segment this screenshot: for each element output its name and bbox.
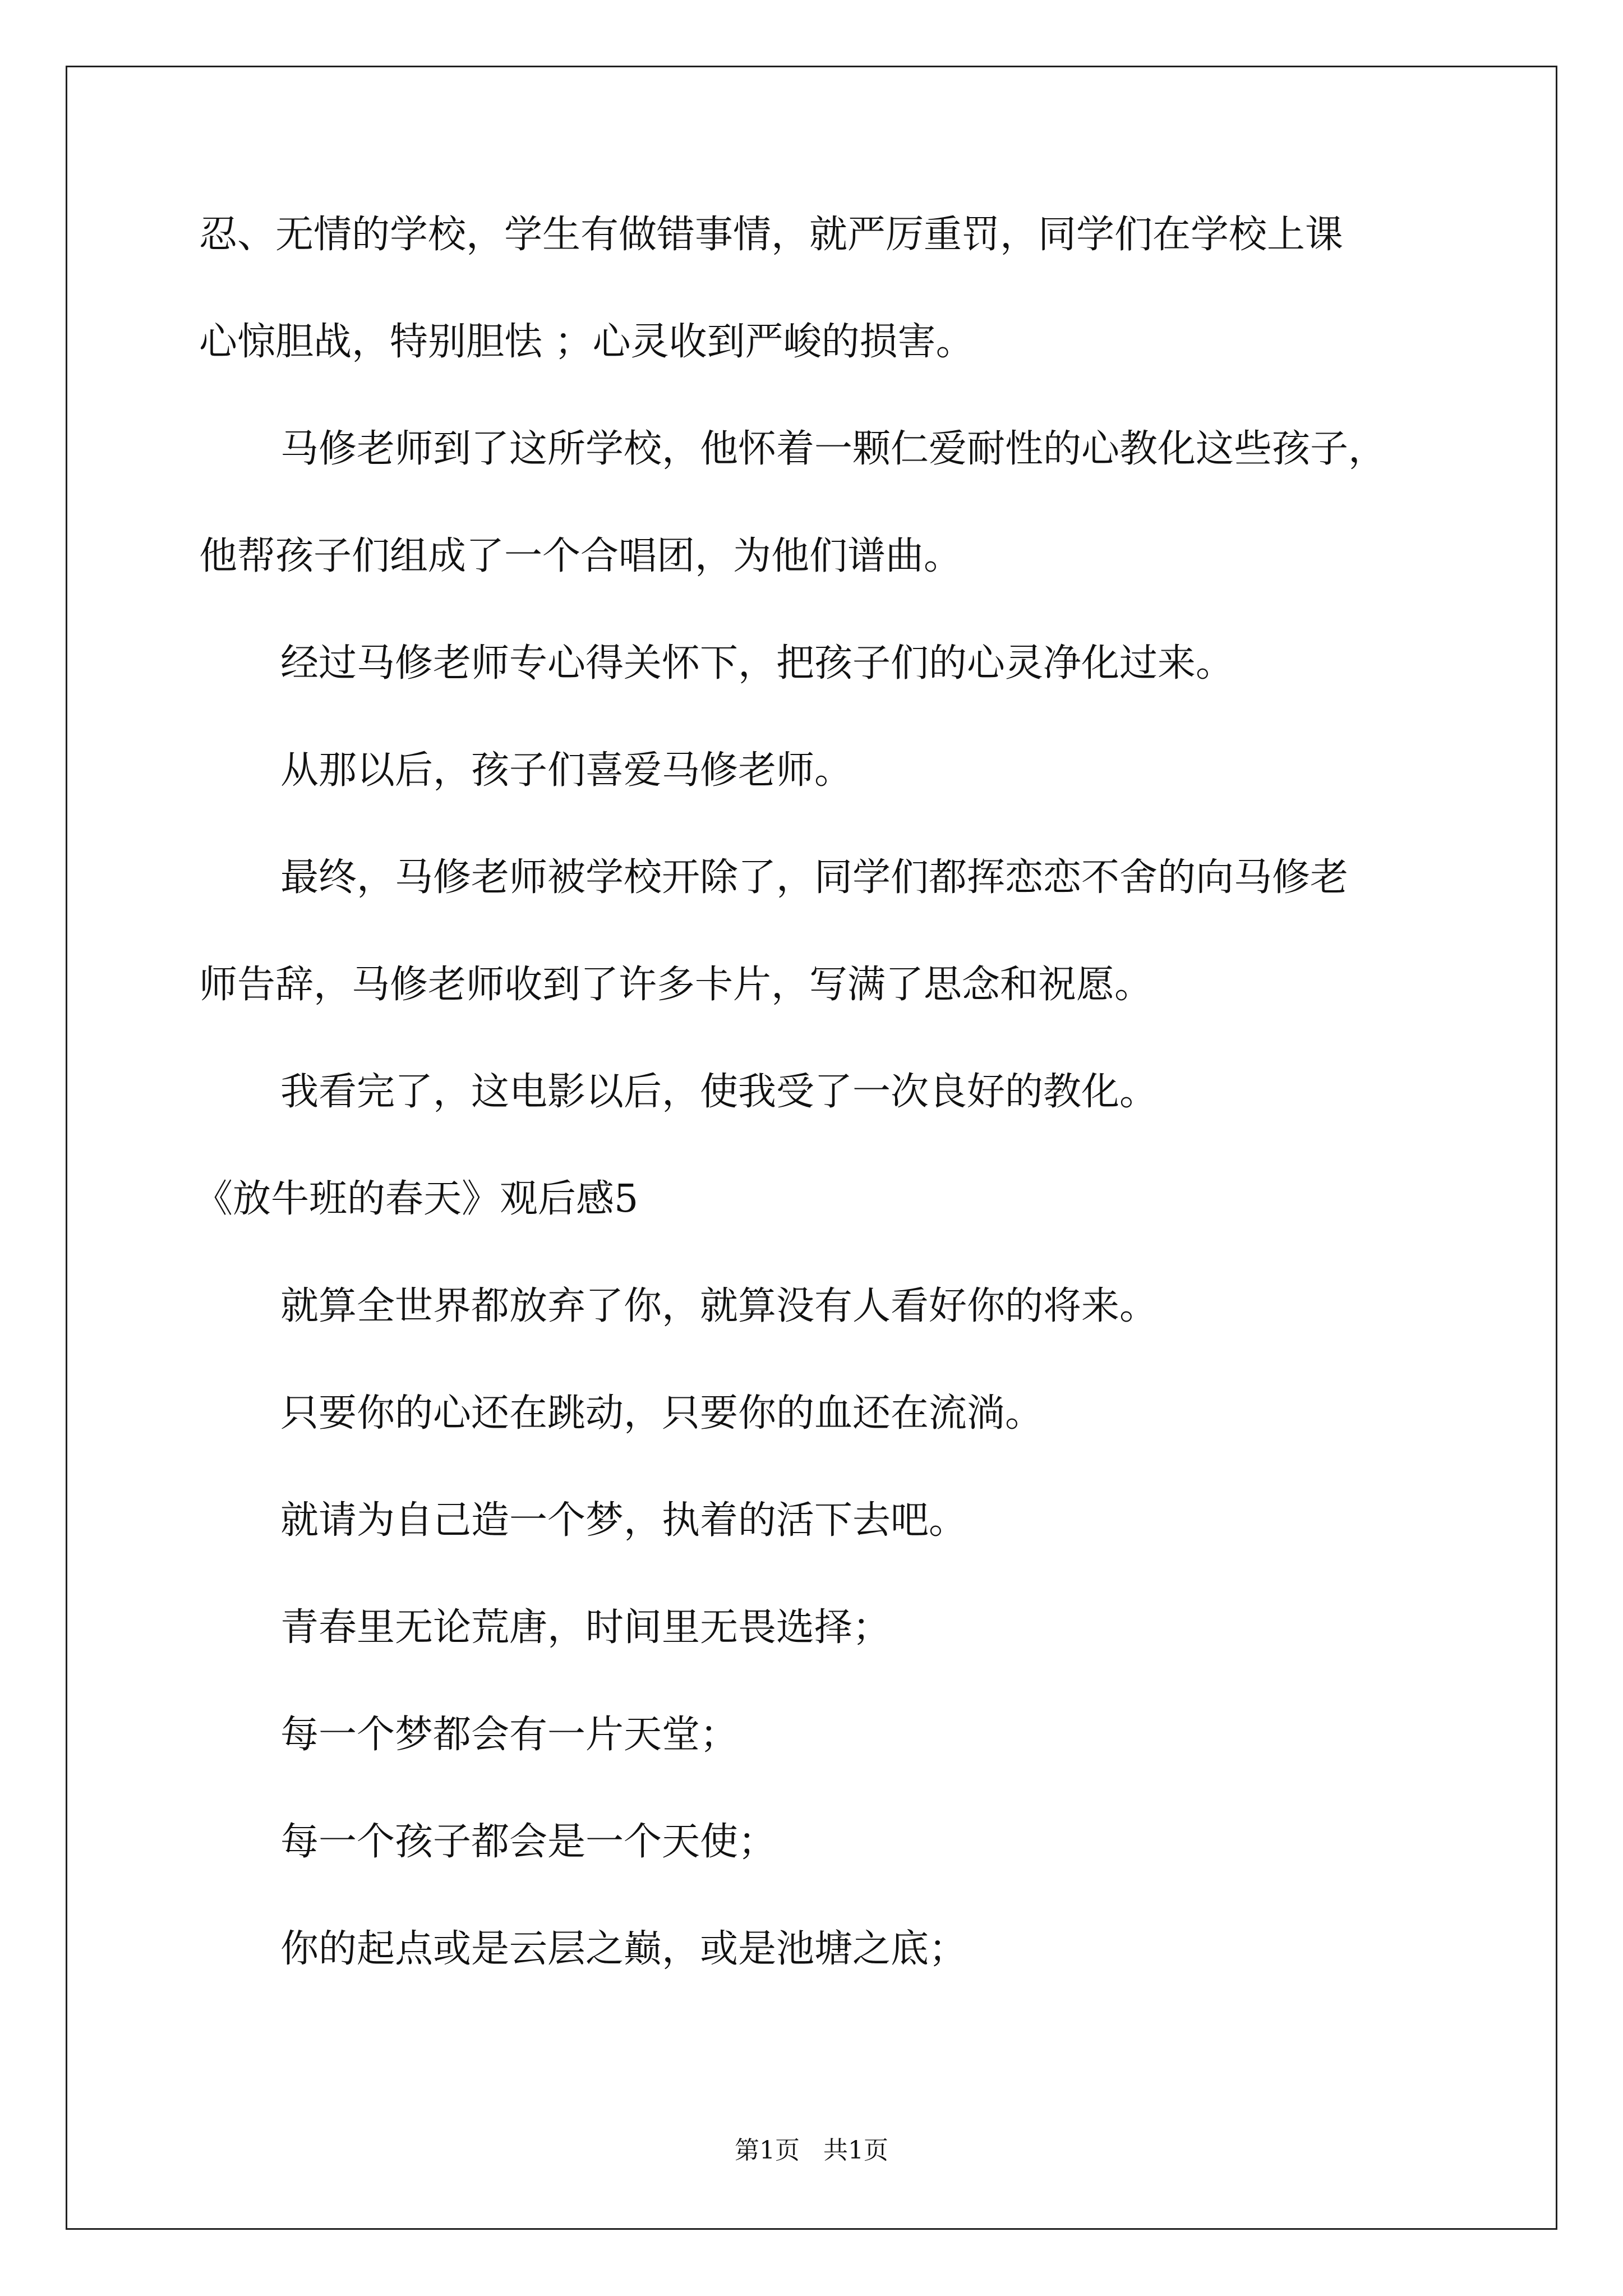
paragraph-line: 师告辞，马修老师收到了许多卡片，写满了思念和祝愿。 <box>199 963 1153 1007</box>
paragraph-line: 他帮孩子们组成了一个合唱团，为他们谱曲。 <box>199 534 962 578</box>
paragraph-line: 马修老师到了这所学校，他怀着一颗仁爱耐性的心教化这些孩子， <box>280 427 1387 471</box>
paragraph-line: 经过马修老师专心得关怀下，把孩子们的心灵净化过来。 <box>280 641 1234 685</box>
paragraph-line: 忍、无情的学校，学生有做错事情，就严厉重罚，同学们在学校上课 <box>199 213 1344 257</box>
paragraph-line: 就请为自己造一个梦，执着的活下去吧。 <box>280 1498 967 1543</box>
paragraph-line: 你的起点或是云层之巅，或是池塘之底； <box>280 1927 967 1971</box>
document-body <box>195 213 1467 2037</box>
paragraph-line: 每一个梦都会有一片天堂； <box>280 1713 739 1757</box>
paragraph-line: 从那以后，孩子们喜爱马修老师。 <box>280 748 853 793</box>
paragraph-line: 心惊胆战，特别胆怯 ；心灵收到严峻的损害。 <box>199 320 974 364</box>
section-heading: 《放牛班的春天》观后感5 <box>195 1177 639 1221</box>
paragraph-line: 我看完了，这电影以后，使我受了一次良好的教化。 <box>280 1070 1158 1114</box>
paragraph-line: 就算全世界都放弃了你，就算没有人看好你的将来。 <box>280 1284 1158 1328</box>
paragraph-line: 每一个孩子都会是一个天使； <box>280 1820 777 1864</box>
paragraph-line: 只要你的心还在跳动，只要你的血还在流淌。 <box>280 1391 1044 1435</box>
paragraph-line: 最终，马修老师被学校开除了，同学们都挥恋恋不舍的向马修老 <box>280 855 1349 900</box>
paragraph-line: 青春里无论荒唐，时间里无畏选择； <box>280 1605 891 1650</box>
page-number-footer: 第1页 共1页 <box>735 2136 888 2165</box>
